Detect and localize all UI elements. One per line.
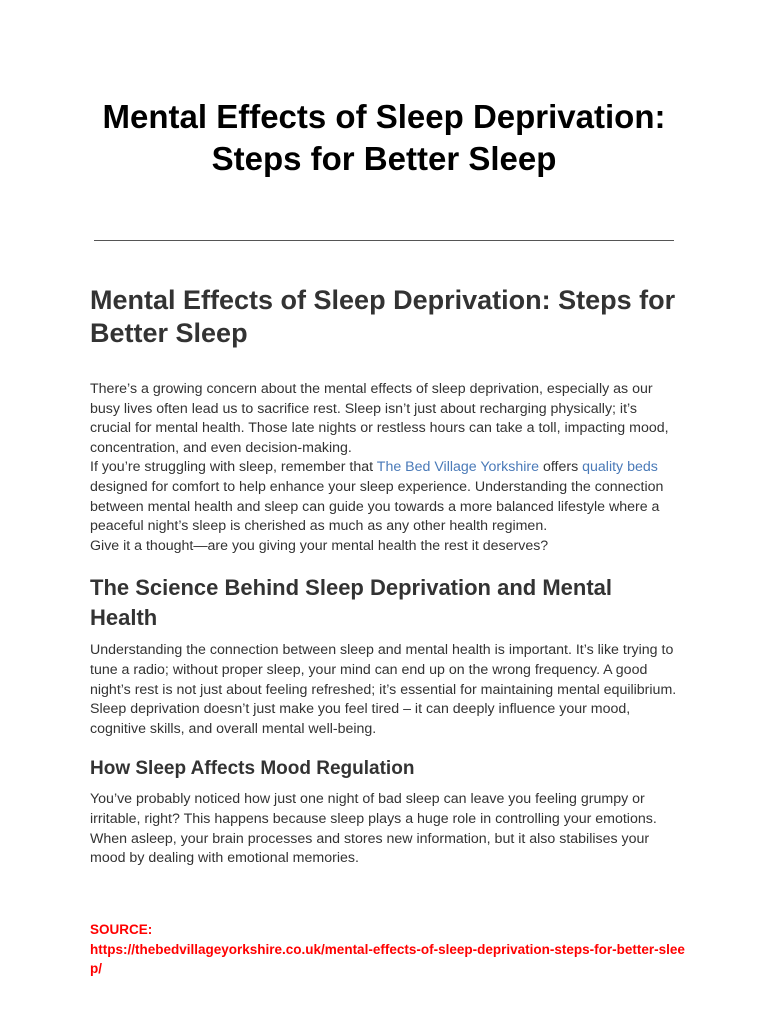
intro-paragraph-1: There’s a growing concern about the mental effects of sleep deprivation, especially as our busy lives often lead us to sacrifice rest. Sleep isn’t just about recharging physically; it’s crucial for mental health. Those late nights or restless hours can take a toll, impacting mood, concentration, and even decision-making.: [90, 381, 669, 456]
science-paragraph-1: Understanding the connection between sleep and mental health is important. It’s like trying to tune a radio; without proper sleep, your mind can end up on the wrong frequency. A good night’s rest is not just about feeling refreshed; it’s essential for maintaining mental equilibrium.: [90, 642, 677, 698]
article-body: [90, 284, 680, 869]
title-divider: [94, 240, 674, 241]
intro-paragraph-2: [90, 458, 680, 536]
quality-beds-link[interactable]: quality beds: [582, 459, 658, 476]
source-block: [90, 920, 690, 979]
bed-village-yorkshire-link[interactable]: The Bed Village Yorkshire: [376, 459, 539, 476]
document-title: Mental Effects of Sleep Deprivation: Steps for Better Sleep: [102, 98, 666, 177]
article-heading: Mental Effects of Sleep Deprivation: Steps for Better Sleep: [90, 285, 676, 348]
intro-paragraph-2-text-b: offers: [539, 459, 583, 476]
source-label: SOURCE:: [90, 922, 153, 937]
mood-paragraph-1: You’ve probably noticed how just one night of bad sleep can leave you feeling grumpy or irritable, right? This happens because sleep plays a huge role in controlling your emotions. When asleep, your brain processes and stores new information, but it also stabilises your mood by dealing with emotional memories.: [90, 791, 657, 867]
science-paragraph-2: Sleep deprivation doesn’t just make you feel tired – it can deeply influence your mood, cognitive skills, and overall mental well-being.: [90, 701, 631, 737]
intro-paragraph-2-text-a: If you’re struggling with sleep, remember that: [90, 459, 377, 476]
intro-paragraph-2-text-c: designed for comfort to help enhance your sleep experience. Understanding the connection between mental health and sleep can guide you towards a more balanced lifestyle where a peaceful night’s sleep is cherished as much as any other health regimen.: [90, 478, 664, 535]
intro-paragraph-3: Give it a thought—are you giving your mental health the rest it deserves?: [90, 537, 549, 554]
source-url-link[interactable]: https://thebedvillageyorkshire.co.uk/mental-effects-of-sleep-deprivation-steps-for-better-sleep/: [90, 941, 685, 976]
section-heading-mood: How Sleep Affects Mood Regulation: [90, 758, 415, 780]
section-heading-science: The Science Behind Sleep Deprivation and Mental Health: [90, 575, 613, 631]
